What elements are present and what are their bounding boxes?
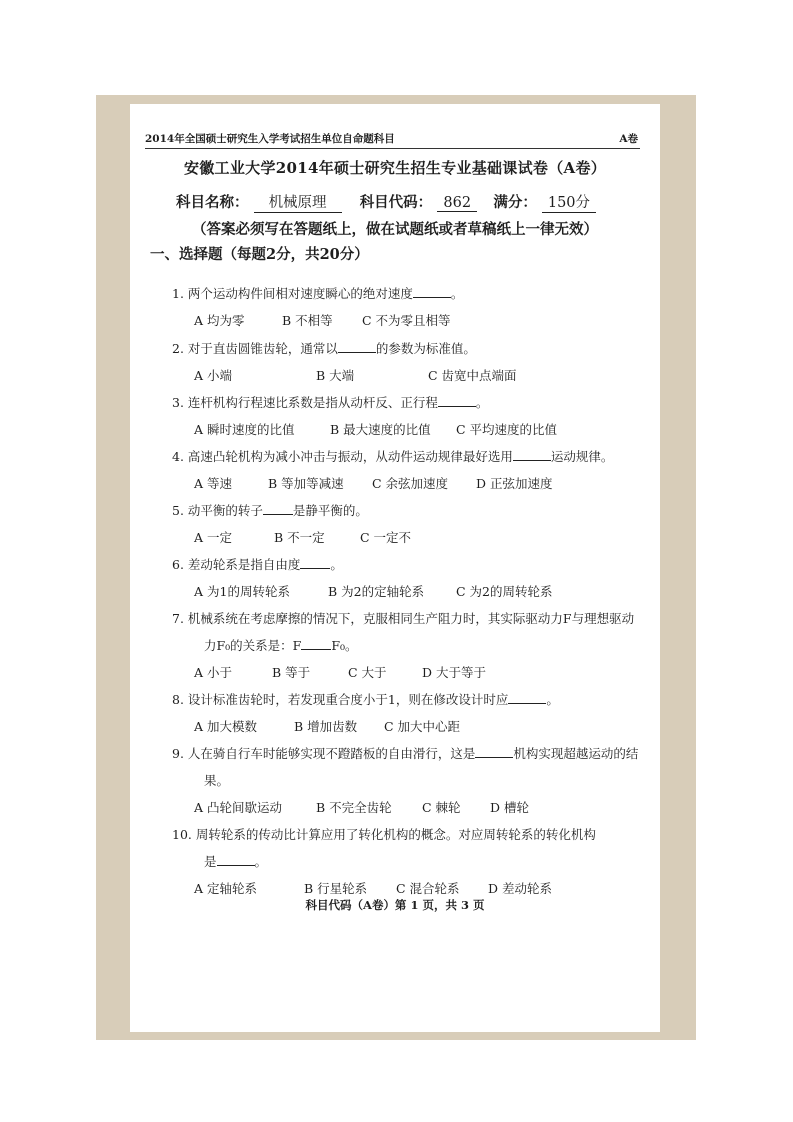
- header-right: A卷: [619, 133, 638, 145]
- question-stem: 5. 动平衡的转子: [172, 503, 263, 518]
- answer-blank: [413, 285, 451, 298]
- option-a: A 定轴轮系: [194, 881, 258, 896]
- subject-code-value: 862: [437, 195, 477, 212]
- answer-blank: [300, 556, 330, 569]
- question-stem-end: 。: [254, 854, 268, 869]
- question-stem: 4. 高速凸轮机构为减小冲击与振动，从动件运动规律最好选用: [172, 449, 513, 464]
- option-a: A 瞬时速度的比值: [194, 422, 295, 437]
- option-a: A 加大模数: [194, 719, 258, 734]
- option-b: B 为2的定轴轮系: [328, 584, 425, 599]
- question-6: [172, 555, 343, 573]
- subject-line: [176, 191, 596, 213]
- question-stem: 10. 周转轮系的传动比计算应用了转化机构的概念。对应周转轮系的转化机构: [172, 827, 596, 842]
- question-stem-end: 。: [330, 557, 343, 572]
- question-stem: 7. 机械系统在考虑摩擦的情况下，克服相同生产阻力时，其实际驱动力F与理想驱动: [172, 611, 635, 626]
- option-a: A 等速: [194, 476, 233, 491]
- option-c: C 平均速度的比值: [456, 422, 558, 437]
- answer-blank: [338, 340, 376, 353]
- question-10-continuation: [204, 852, 267, 870]
- page-footer: 科目代码（A卷）第 1 页，共 3 页: [305, 898, 485, 912]
- option-b: B 不相等: [282, 313, 333, 328]
- question-stem: 3. 连杆机构行程速比系数是指从动杆反、正行程: [172, 395, 438, 410]
- answer-blank: [217, 853, 255, 866]
- option-d: D 正弦加速度: [476, 476, 553, 491]
- question-stem: 8. 设计标准齿轮时，若发现重合度小于1，则在修改设计时应: [172, 692, 509, 707]
- header-left: 2014年全国硕士研究生入学考试招生单位自命题科目: [145, 133, 395, 145]
- question-stem-end: 。: [450, 286, 464, 301]
- exam-title: 安徽工业大学2014年硕士研究生招生专业基础课试卷（A卷）: [183, 159, 607, 177]
- option-b: B 最大速度的比值: [330, 422, 431, 437]
- header-divider: [145, 148, 640, 149]
- full-score-value: 150分: [542, 191, 596, 213]
- question-8: [172, 690, 559, 708]
- question-stem-end: 的参数为标准值。: [375, 341, 476, 356]
- exam-paper: [130, 104, 660, 1032]
- option-b: B 等加等减速: [268, 476, 344, 491]
- question-2: [172, 339, 476, 357]
- option-c: C 一定不: [360, 530, 412, 545]
- option-b: B 增加齿数: [294, 719, 358, 734]
- option-b: B 大端: [316, 368, 355, 383]
- option-c: C 棘轮: [422, 800, 461, 815]
- answer-blank: [301, 637, 331, 650]
- question-stem: 1. 两个运动构件间相对速度瞬心的绝对速度: [172, 286, 413, 301]
- answer-blank: [475, 745, 513, 758]
- question-stem-cont: 果。: [204, 773, 230, 788]
- option-c: C 混合轮系: [396, 881, 460, 896]
- option-c: C 大于: [348, 665, 387, 680]
- answer-blank: [263, 502, 293, 515]
- option-c: C 加大中心距: [384, 719, 461, 734]
- option-c: C 齿宽中点端面: [428, 368, 517, 383]
- question-stem: 2. 对于直齿圆锥齿轮，通常以: [172, 341, 338, 356]
- section-title: 一、选择题（每题2分，共20分）: [150, 246, 369, 263]
- option-d: D 差动轮系: [488, 881, 552, 896]
- question-stem-cont: 力F₀的关系是：F: [204, 638, 302, 653]
- question-10: [172, 825, 596, 843]
- question-5: [172, 501, 368, 519]
- answer-notice: （答案必须写在答题纸上，做在试题纸或者草稿纸上一律无效）: [192, 221, 598, 238]
- option-c: C 余弦加速度: [372, 476, 449, 491]
- option-a: A 小端: [194, 368, 233, 383]
- subject-name-label: 科目名称：: [176, 194, 249, 211]
- question-stem-end: 。: [475, 395, 489, 410]
- subject-code-label: 科目代码：: [359, 194, 433, 211]
- option-c: C 不为零且相等: [362, 313, 451, 328]
- question-1: [172, 284, 463, 302]
- question-9: [172, 744, 638, 762]
- question-4: [172, 447, 613, 465]
- option-b: B 不完全齿轮: [316, 800, 392, 815]
- option-b: B 不一定: [274, 530, 325, 545]
- question-stem-end: 运动规律。: [550, 449, 614, 464]
- question-7: [172, 609, 634, 627]
- question-stem: 9. 人在骑自行车时能够实现不蹬踏板的自由滑行，这是: [172, 746, 476, 761]
- full-score-label: 满分：: [493, 194, 537, 211]
- answer-blank: [513, 448, 551, 461]
- option-c: C 为2的周转轮系: [456, 584, 553, 599]
- option-a: A 小于: [194, 665, 233, 680]
- question-stem-end: 是静平衡的。: [292, 503, 368, 518]
- answer-blank: [508, 691, 546, 704]
- question-7-continuation: [204, 636, 358, 654]
- option-a: A 凸轮间歇运动: [194, 800, 283, 815]
- question-3: [172, 393, 488, 411]
- question-stem-cont: 是: [204, 854, 217, 869]
- option-d: D 槽轮: [490, 800, 529, 815]
- subject-name-value: 机械原理: [254, 191, 342, 213]
- question-stem: 6. 差动轮系是指自由度: [172, 557, 301, 572]
- option-b: B 行星轮系: [304, 881, 368, 896]
- option-d: D 大于等于: [422, 665, 486, 680]
- option-a: A 一定: [194, 530, 233, 545]
- option-a: A 均为零: [194, 313, 245, 328]
- answer-blank: [438, 394, 476, 407]
- question-stem-end: 。: [546, 692, 559, 707]
- photo-background: [96, 95, 696, 1040]
- question-stem-end: 机构实现超越运动的结: [513, 746, 639, 761]
- question-9-continuation: [204, 771, 229, 789]
- option-b: B 等于: [272, 665, 311, 680]
- question-stem-end: F₀。: [331, 638, 358, 653]
- option-a: A 为1的周转轮系: [194, 584, 290, 599]
